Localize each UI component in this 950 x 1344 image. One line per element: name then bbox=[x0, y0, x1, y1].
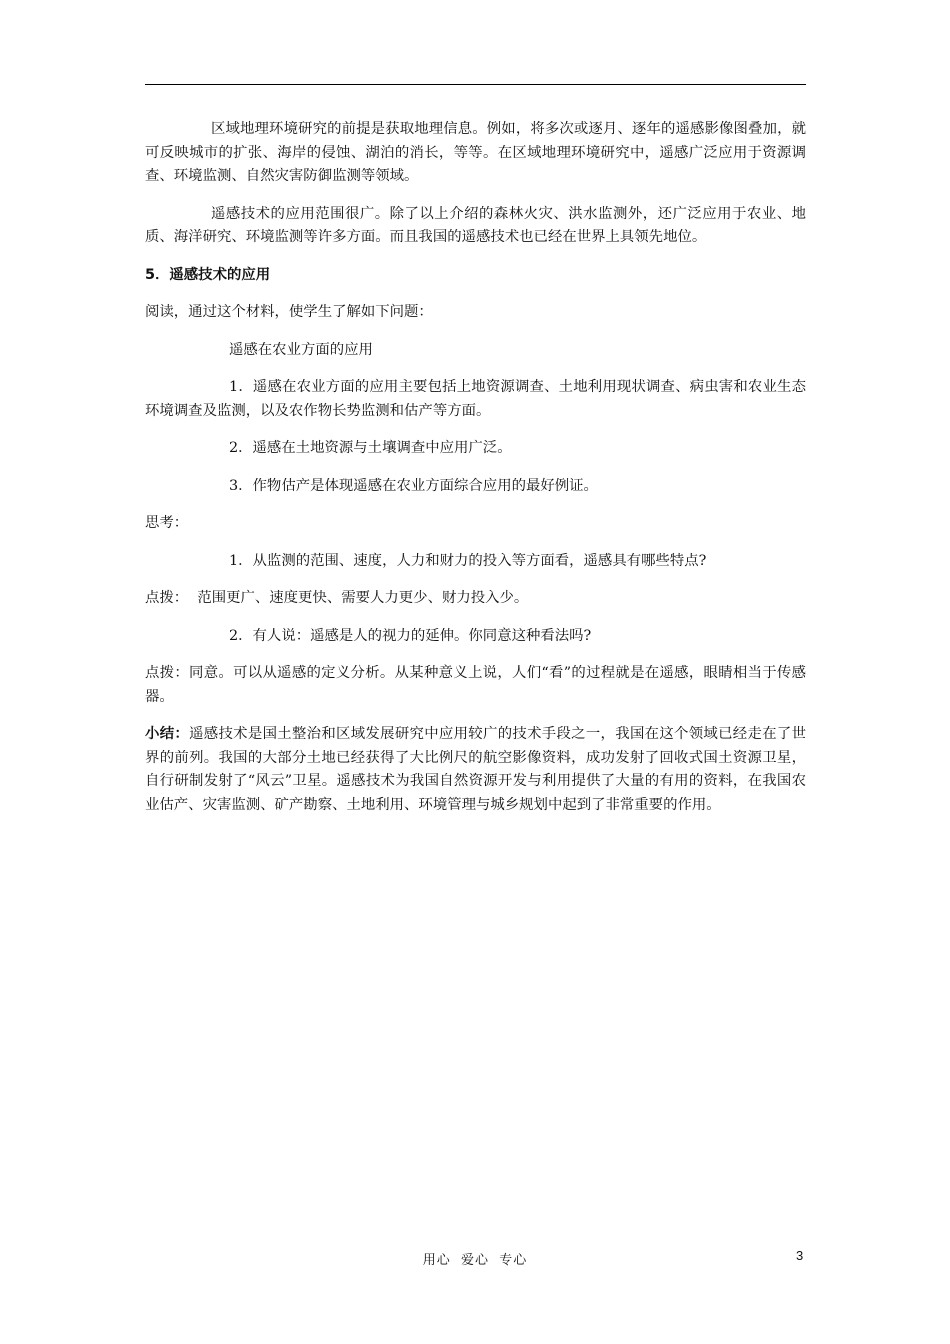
hint-2: 点拨：同意。可以从遥感的定义分析。从某种意义上说，人们“看”的过程就是在遥感，眼睛相当于传感器。 bbox=[145, 665, 806, 705]
think-label: 思考： bbox=[145, 515, 189, 531]
page-number: 3 bbox=[796, 1248, 804, 1263]
summary-label: 小结： bbox=[145, 726, 190, 742]
question-2: 2．有人说：遥感是人的视力的延伸。你同意这种看法吗? bbox=[229, 627, 592, 644]
summary-text: 遥感技术是国土整治和区域发展研究中应用较广的技术手段之一，我国在这个领域已经走在了世界的前列。我国的大部分土地已经获得了大比例尺的航空影像资料，成功发射了回收式国土资源卫星，自行研制发射了“风云”卫星。遥感技术为我国自然资源开发与利用提供了大量的有用的资料，在我国农业估产、灾害监测、矿产勘察、土地利用、环境管理与城乡规划中起到了非常重要的作用。 bbox=[145, 726, 806, 813]
hint-1: 点拨： 范围更广、速度更快、需要人力更少、财力投入少。 bbox=[145, 590, 529, 606]
reading-subtitle: 遥感在农业方面的应用 bbox=[229, 341, 373, 358]
section-heading: 5．遥感技术的应用 bbox=[145, 266, 271, 283]
summary-paragraph bbox=[145, 723, 806, 817]
paragraph-regional-research: 区域地理环境研究的前提是获取地理信息。例如，将多次或逐月、逐年的遥感影像图叠加，就可反映城市的扩张、海岸的侵蚀、湖泊的消长，等等。在区域地理环境研究中，遥感广泛应用于资源调查、环境监测、自然灾害防御监测等领域。 bbox=[145, 121, 806, 184]
list-item: 3．作物估产是体现遥感在农业方面综合应用的最好例证。 bbox=[229, 477, 598, 494]
paragraph-application-scope: 遥感技术的应用范围很广。除了以上介绍的森林火灾、洪水监测外，还广泛应用于农业、地质、海洋研究、环境监测等许多方面。而且我国的遥感技术也已经在世界上具领先地位。 bbox=[145, 205, 806, 245]
header-rule bbox=[145, 84, 806, 85]
reading-intro: 阅读，通过这个材料，使学生了解如下问题： bbox=[145, 304, 433, 320]
question-1: 1．从监测的范围、速度，人力和财力的投入等方面看，遥感具有哪些特点? bbox=[229, 552, 707, 569]
footer-motto: 用心 爱心 专心 bbox=[422, 1253, 528, 1268]
list-item: 2．遥感在土地资源与土壤调查中应用广泛。 bbox=[229, 440, 512, 456]
page-body bbox=[145, 118, 806, 817]
list-item: 1．遥感在农业方面的应用主要包括上地资源调查、土地利用现状调查、病虫害和农业生态环境调查及监测，以及农作物长势监测和估产等方面。 bbox=[145, 379, 806, 419]
